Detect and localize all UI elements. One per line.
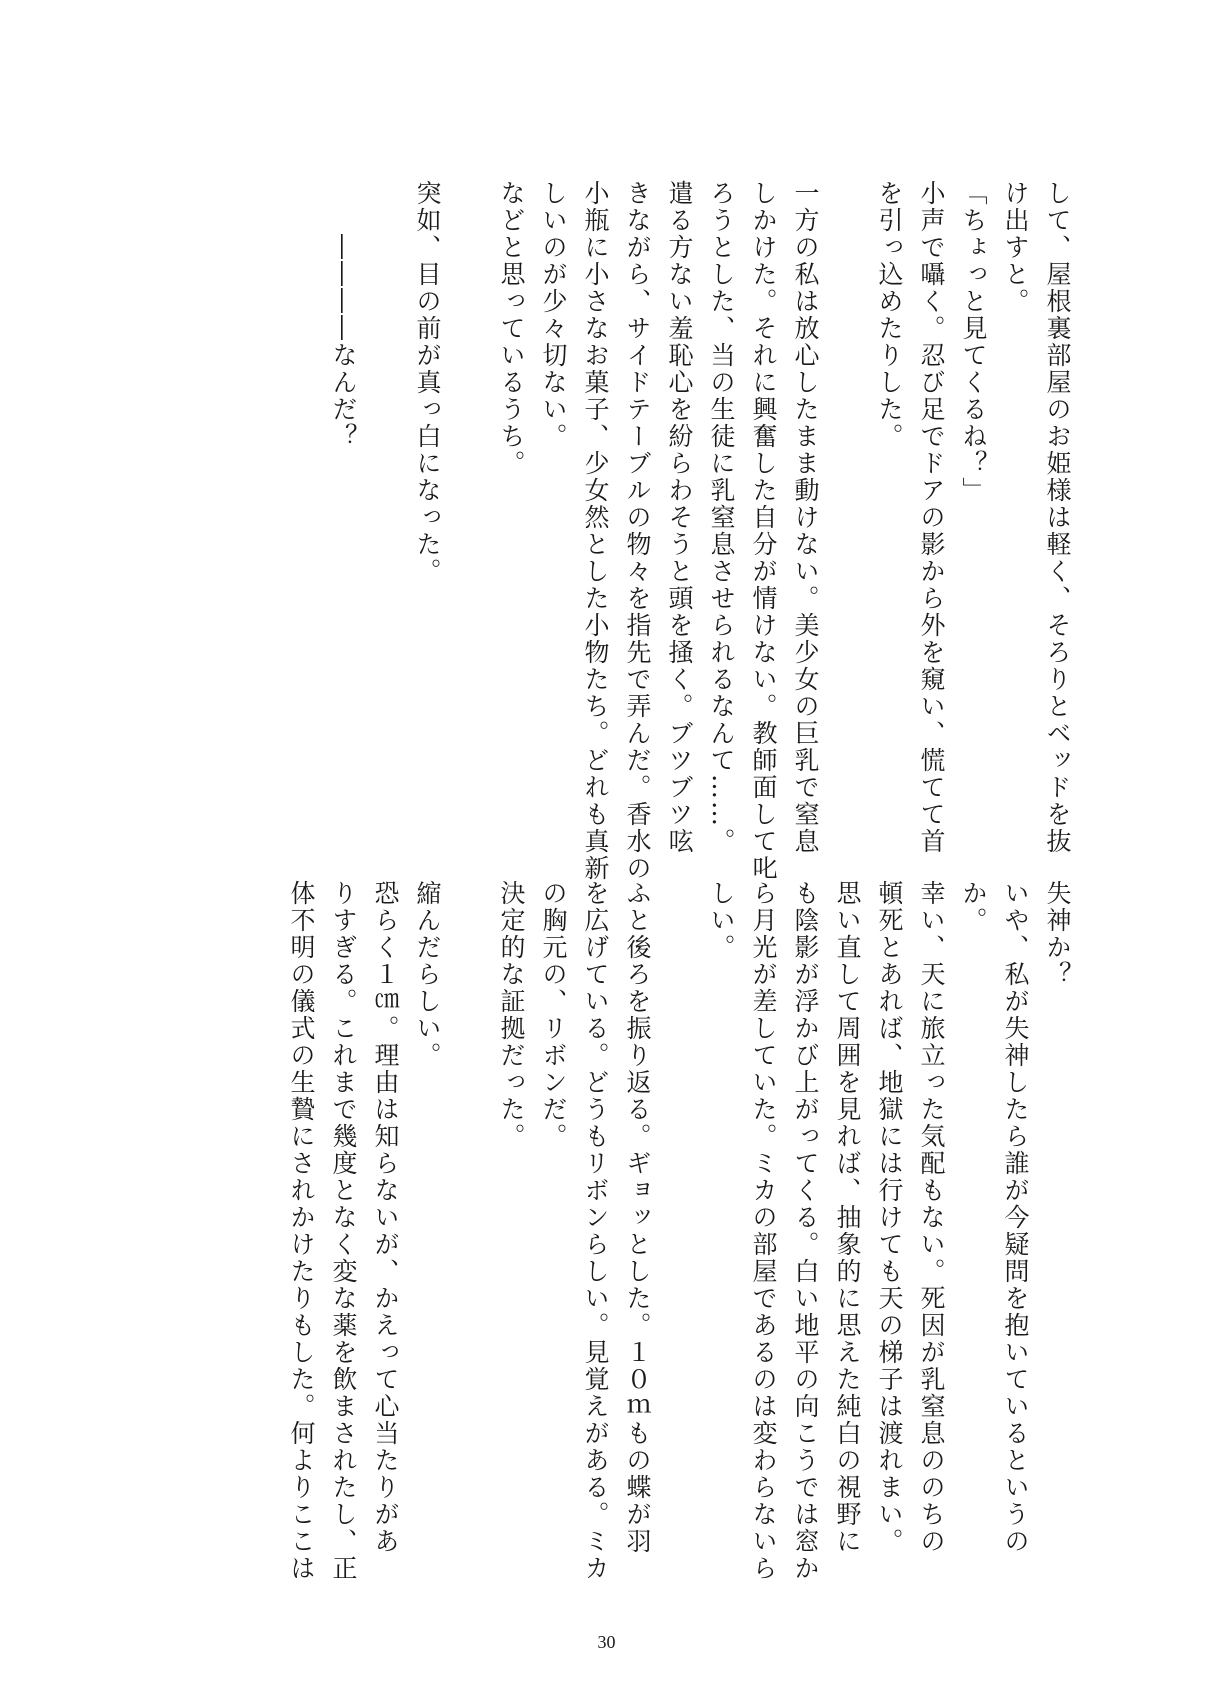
text-line: け出すと。 <box>1001 180 1030 315</box>
text-line: ――――なんだ？ <box>329 180 358 450</box>
text-line: 思い直して周囲を見れば、抽象的に思えた純白の視野に <box>833 880 862 1555</box>
text-line: も陰影が浮かび上がってくる。白い地平の向こうでは窓か <box>791 880 820 1582</box>
text-line: いや、私が失神したら誰が今疑問を抱いているというの <box>1001 880 1030 1555</box>
text-line: ろうとした、当の生徒に乳窒息させられるなんて……。 <box>707 180 736 855</box>
text-line: 決定的な証拠だった。 <box>497 880 526 1150</box>
blank-line <box>448 180 490 830</box>
text-line: ら月光が差していた。ミカの部屋であるのは変わらないら <box>749 880 778 1582</box>
text-line: 小声で囁く。忍び足でドアの影から外を窺い、慌てて首 <box>917 180 946 855</box>
text-line: 頓死とあれば、地獄には行けても天の梯子は渡れまい。 <box>875 880 904 1555</box>
blank-line <box>364 180 406 830</box>
text-line: 失神か？ <box>1043 880 1072 988</box>
text-line: 体不明の儀式の生贄にされかけたりもした。何よりここは <box>287 880 316 1582</box>
text-line: きながら、サイドテーブルの物々を指先で弄んだ。香水の <box>623 180 652 882</box>
text-line: ふと後ろを振り返る。ギョッとした。１０ｍもの蝶が羽 <box>623 880 652 1555</box>
text-line: 縮んだらしい。 <box>413 880 442 1069</box>
text-line: しかけた。それに興奮した自分が情けない。教師面して叱 <box>749 180 778 882</box>
text-line: 遣る方ない羞恥心を紛らわそうと頭を掻く。ブツブツ呟 <box>665 180 694 855</box>
text-line: 恐らく１㎝。理由は知らないが、かえって心当たりがあ <box>371 880 400 1555</box>
text-line: りすぎる。これまで幾度となく変な薬を飲まされたし、正 <box>329 880 358 1582</box>
text-line: を引っ込めたりした。 <box>875 180 904 450</box>
text-line: しい。 <box>707 880 736 961</box>
blank-line <box>658 880 700 1540</box>
blank-line <box>826 180 868 830</box>
text-line: 小瓶に小さなお菓子、少女然とした小物たち。どれも真新 <box>581 180 610 882</box>
text-line: しいのが少々切ない。 <box>539 180 568 450</box>
text-line: を広げている。どうもリボンらしい。見覚えがある。ミカ <box>581 880 610 1582</box>
text-line: などと思っているうち。 <box>497 180 526 477</box>
text-line: 「ちょっと見てくるね？」 <box>959 180 988 504</box>
text-line: か。 <box>959 880 988 934</box>
text-line: の胸元の、リボンだ。 <box>539 880 568 1150</box>
text-line: 幸い、天に旅立った気配もない。死因が乳窒息ののちの <box>917 880 946 1555</box>
upper-text-block <box>322 180 1078 882</box>
text-line: 一方の私は放心したまま動けない。美少女の巨乳で窒息 <box>791 180 820 855</box>
page-number: 30 <box>597 1632 616 1652</box>
text-line: して、屋根裏部屋のお姫様は軽く、そろりとベッドを抜 <box>1043 180 1072 855</box>
lower-text-block <box>280 880 1078 1582</box>
text-line: 突如、目の前が真っ白になった。 <box>413 180 442 585</box>
blank-line <box>448 880 490 1540</box>
